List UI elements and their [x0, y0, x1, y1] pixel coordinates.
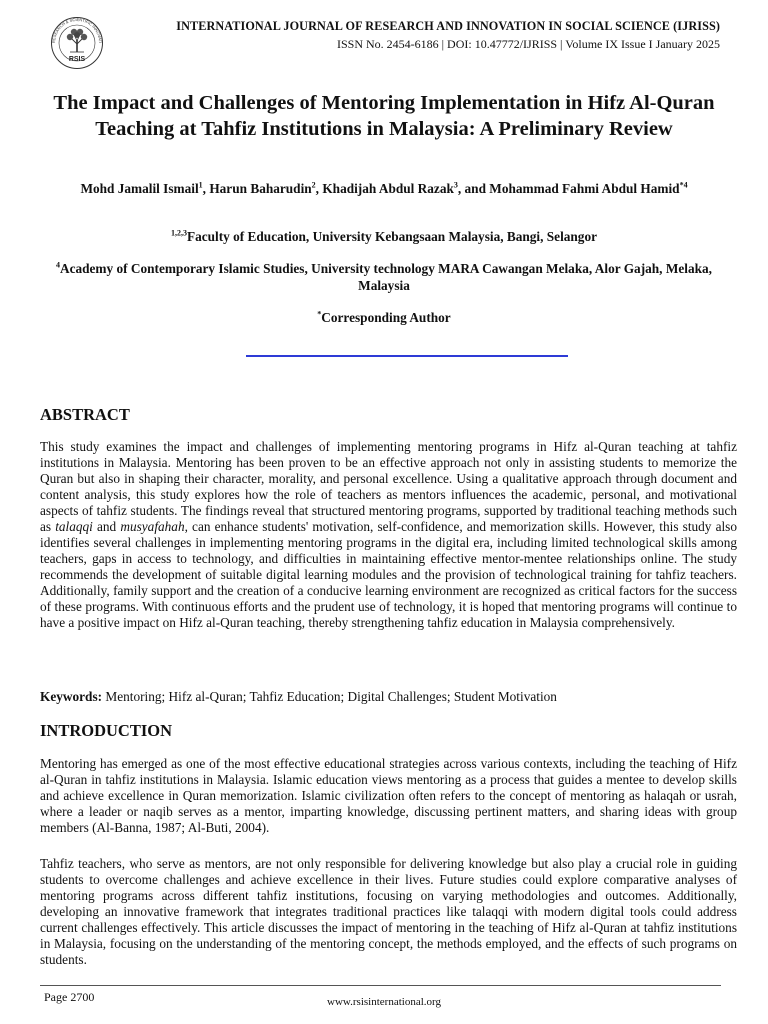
term-talaqqi: talaqqi [55, 519, 93, 534]
abstract-text: This study examines the impact and challenges of implementing mentoring programs in Hifz al-Quran teaching at tahfiz institutions in Malaysia. Mentoring has been proven to be an effective approach not only in assisting students to memorize the Quran but also in shaping their character, morality, and personal excellence. Using a qualitative approach through document and content analysis, this study explores how the role of teachers as mentors influences the academic, personal, and motivational aspects of tahfiz students. The findings reveal that structured mentoring programs, supported by traditional teaching methods such as talaqqi and musyafahah, can enhance students' motivation, self-confidence, and memorization skills. However, this study also identifies several challenges in implementing mentoring programs in the digital era, including limited technological skills among teachers, gaps in access to technology, and difficulties in maintaining effective mentor-mentee relationships online. The study recommends the development of suitable digital learning modules and the provision of technological training for tahfiz teachers. Additionally, family support and the creation of a conducive learning environment are recognized as critical factors for the success of these programs. With continuous efforts and the prudent use of technology, it is hoped that mentoring programs will continue to have a positive impact on Hifz al-Quran teaching, thereby strengthening tahfiz education in Malaysia comprehensively. [40, 439, 737, 630]
introduction-paragraph: Mentoring has emerged as one of the most effective educational strategies across various contexts, including the teaching of Hifz al-Quran in tahfiz institutions in Malaysia. Islamic education views mentoring as a process that guides a mentee to develop skills and achieve excellence in Quran memorization. Islamic civilization often refers to the concept of mentoring as halaqah or usrah, where a leader or naqib serves as a mentor, imparting knowledge, discussing pertinent matters, and sharing ideas with group members (Al-Banna, 1987; Al-Buti, 2004). [40, 756, 737, 835]
svg-text:RSIS: RSIS [68, 56, 86, 63]
abstract-heading: ABSTRACT [40, 405, 130, 424]
author-name: Mohd Jamalil Ismail [80, 181, 199, 196]
author-name: Mohammad Fahmi Abdul Hamid [489, 181, 680, 196]
journal-title: INTERNATIONAL JOURNAL OF RESEARCH AND INNOVATION IN SOCIAL SCIENCE (IJRISS) [176, 19, 720, 33]
title-divider [246, 355, 568, 357]
footer-rule [40, 985, 721, 986]
author-name: Khadijah Abdul Razak [322, 181, 454, 196]
website-link[interactable]: www.rsisinternational.org [327, 996, 441, 1008]
author-sup: 3 [453, 180, 458, 190]
author-sup: 2 [311, 180, 316, 190]
author-list: Mohd Jamalil Ismail$^1$, Harun Baharudin$^2$, Khadijah Abdul Razak$^3$, and Mohammad Fahmi Abdul Hamid$^{*4}$ [80, 180, 688, 196]
author-name: Harun Baharudin [209, 181, 312, 196]
keywords-list: Mentoring; Hifz al-Quran; Tahfiz Education; Digital Challenges; Student Motivation [102, 689, 557, 704]
term-musyafahah: musyafahah [120, 519, 185, 534]
keywords [40, 689, 737, 705]
keywords-label: Keywords: [40, 689, 103, 704]
page-number: Page 2700 [44, 990, 95, 1004]
rsis-logo [50, 16, 104, 70]
affiliation: $^4$Academy of Contemporary Islamic Studies, University technology MARA Cawangan Melaka, Alor Gajah, Melaka, Malaysia [55, 260, 712, 293]
introduction-heading: INTRODUCTION [40, 721, 173, 740]
journal-header [176, 19, 720, 52]
svg-text:RESEARCH & SCIENTIFIC INNOVATI: RESEARCH & SCIENTIFIC INNOVATI [50, 16, 104, 44]
affiliation: $^{1,2,3}$Faculty of Education, University Kebangsaan Malaysia, Bangi, Selangor [170, 228, 597, 244]
author-sup: 1 [198, 180, 203, 190]
paper-title: The Impact and Challenges of Mentoring Implementation in Hifz Al-Quran Teaching at Tahfiz Institutions in Malaysia: A Preliminary Review [53, 92, 715, 140]
journal-meta: ISSN No. 2454-6186 | DOI: 10.47772/IJRISS | Volume IX Issue I January 2025 [336, 37, 720, 51]
author-sup: *4 [679, 180, 688, 190]
corresponding-author: *Corresponding Author [317, 309, 451, 325]
introduction-paragraph: Tahfiz teachers, who serve as mentors, are not only responsible for delivering knowledge but also play a crucial role in guiding students to overcome challenges and achieve excellence in their lives. Future studies could explore comparative analyses of mentoring programs across different tahfiz institutions, focusing on varying methodologies and outcomes. Additionally, developing an innovative framework that integrates traditional practices like talaqqi with modern digital tools could address current challenges effectively. This article discusses the impact of mentoring in the teaching of Hifz al-Quran at tahfiz institutions in Malaysia, focusing on the understanding of the mentoring concept, the methods employed, and the effects of such programs on students. [40, 856, 737, 967]
